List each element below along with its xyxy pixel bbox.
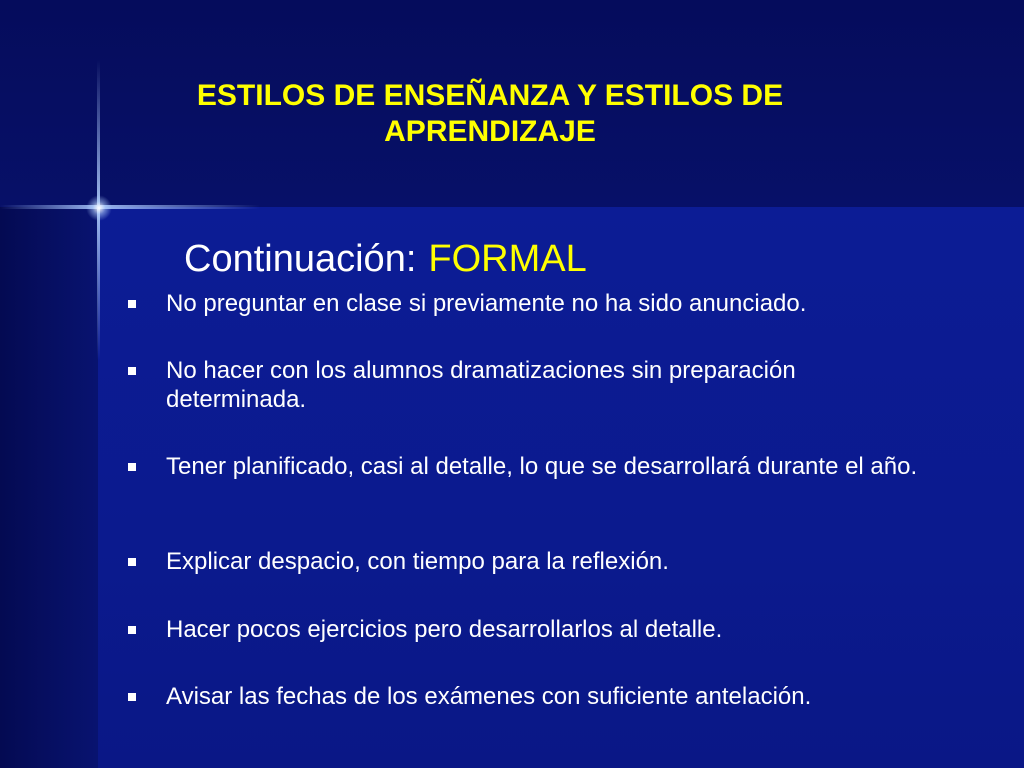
sparkle-horizontal-ray xyxy=(0,205,260,209)
slide-subtitle xyxy=(184,237,587,281)
square-bullet-icon xyxy=(128,693,136,701)
sparkle-icon xyxy=(86,195,112,221)
bullet-text: No hacer con los alumnos dramatizaciones sin preparación determinada. xyxy=(166,357,796,413)
bullet-text: Tener planificado, casi al detalle, lo que se desarrollará durante el año. xyxy=(166,453,918,480)
bullet-text: Avisar las fechas de los exámenes con suficiente antelación. xyxy=(166,683,812,710)
left-band xyxy=(0,207,98,768)
bullet-text: No preguntar en clase si previamente no ha sido anunciado. xyxy=(166,290,807,317)
bullet-text: Hacer pocos ejercicios pero desarrollarlos al detalle. xyxy=(166,616,723,643)
slide-title: ESTILOS DE ENSEÑANZA Y ESTILOS DE APRENDIZAJE xyxy=(196,79,784,148)
bullet-text: Explicar despacio, con tiempo para la reflexión. xyxy=(166,548,669,575)
square-bullet-icon xyxy=(128,626,136,634)
square-bullet-icon xyxy=(128,463,136,471)
square-bullet-icon xyxy=(128,367,136,375)
square-bullet-icon xyxy=(128,300,136,308)
subtitle-value: FORMAL xyxy=(428,238,587,280)
square-bullet-icon xyxy=(128,558,136,566)
subtitle-label: Continuación: xyxy=(184,238,417,280)
